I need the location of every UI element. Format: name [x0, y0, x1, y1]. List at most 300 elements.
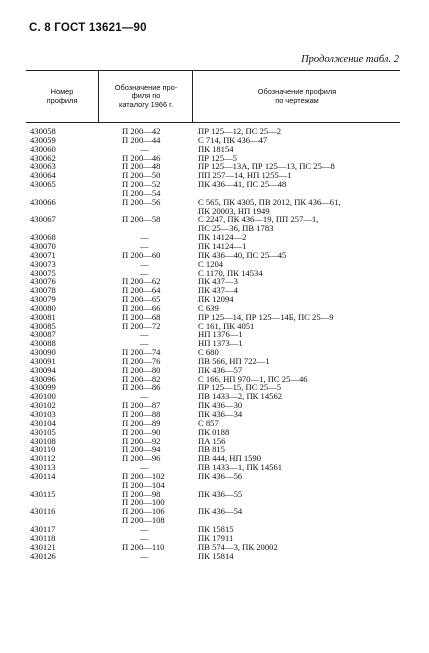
drawing-designation-cell — [192, 313, 400, 322]
drawing-designation-cell — [192, 322, 400, 331]
catalog-1966-cell — [98, 543, 192, 552]
profile-number-cell-line: 430063 — [30, 162, 56, 172]
table-row — [26, 507, 400, 525]
profile-number-cell — [26, 392, 98, 401]
page-header: С. 8 ГОСТ 13621—90 — [29, 22, 147, 34]
profile-number-cell — [26, 154, 98, 163]
catalog-1966-cell — [98, 277, 192, 286]
catalog-1966-cell — [98, 552, 192, 561]
catalog-1966-cell — [98, 304, 192, 313]
drawing-designation-cell — [192, 543, 400, 552]
catalog-1966-cell-line: П 200—88 — [122, 410, 161, 419]
drawing-designation-cell-line: ПК 18154 — [198, 144, 234, 154]
catalog-1966-cell — [98, 313, 192, 322]
drawing-designation-cell — [192, 375, 400, 384]
drawing-designation-cell-line: ПК 0188 — [198, 427, 230, 437]
profile-number-cell-line: 430081 — [30, 312, 56, 322]
table-row — [26, 286, 400, 295]
table-continuation-caption: Продолжение табл. 2 — [301, 54, 399, 65]
table-body — [26, 123, 400, 560]
profile-number-cell — [26, 366, 98, 375]
table-row — [26, 171, 400, 180]
profile-number-cell — [26, 445, 98, 454]
drawing-designation-cell-line: ПК 436—40, ПС 25—45 — [198, 250, 287, 260]
table-row — [26, 162, 400, 171]
catalog-1966-cell-line: П 200—60 — [122, 250, 161, 260]
drawing-designation-cell — [192, 534, 400, 543]
catalog-1966-cell-line: П 200—65 — [122, 295, 161, 304]
table-row — [26, 375, 400, 384]
table-row — [26, 490, 400, 508]
profile-number-cell-line: 430113 — [30, 463, 56, 472]
table-row — [26, 543, 400, 552]
profile-number-cell — [26, 242, 98, 251]
profile-number-cell-line: 430068 — [30, 233, 56, 242]
drawing-designation-cell-line: С 161, ПК 4051 — [198, 321, 255, 331]
table-row — [26, 180, 400, 198]
drawing-designation-cell — [192, 260, 400, 269]
profile-number-cell — [26, 534, 98, 543]
catalog-1966-cell-line: П 200—86 — [122, 383, 161, 393]
profile-number-cell — [26, 525, 98, 534]
profile-number-cell — [26, 304, 98, 313]
catalog-1966-cell-line: П 200—48 — [122, 162, 161, 172]
profile-number-cell-line: 430091 — [30, 356, 56, 366]
profile-number-cell-line: 430059 — [30, 135, 56, 145]
drawing-designation-cell — [192, 180, 400, 198]
profile-number-cell-line: 430076 — [30, 277, 56, 287]
profile-number-cell-line: 430075 — [30, 268, 56, 278]
drawing-designation-cell — [192, 304, 400, 313]
drawing-designation-cell — [192, 198, 400, 216]
catalog-1966-cell — [98, 472, 192, 490]
profile-number-cell — [26, 454, 98, 463]
table-row — [26, 313, 400, 322]
profile-number-cell-line: 430110 — [30, 445, 56, 455]
drawing-designation-cell — [192, 277, 400, 286]
drawing-designation-cell-line: НП 1376—1 — [198, 330, 243, 340]
catalog-1966-cell-line: — — [140, 144, 149, 154]
catalog-1966-cell — [98, 463, 192, 472]
catalog-1966-cell-line: П 200—102 — [122, 471, 165, 481]
profile-number-cell-line: 430062 — [30, 153, 56, 163]
catalog-1966-cell-line: П 200—110 — [122, 542, 165, 552]
catalog-1966-cell-line: — — [140, 339, 149, 349]
profile-number-cell-line: 430071 — [30, 250, 56, 260]
drawing-designation-cell-line: ПК 436—41, ПС 25—48 — [198, 180, 287, 189]
drawing-designation-cell-line: С 714, ПК 436—47 — [198, 135, 268, 145]
profile-number-cell — [26, 339, 98, 348]
profile-number-cell — [26, 145, 98, 154]
drawing-designation-cell — [192, 171, 400, 180]
table-row — [26, 198, 400, 216]
drawing-designation-cell — [192, 127, 400, 136]
profile-number-cell — [26, 136, 98, 145]
catalog-1966-cell-line: П 200—44 — [122, 135, 161, 145]
catalog-1966-cell — [98, 330, 192, 339]
profile-number-cell-line: 430073 — [30, 259, 56, 269]
drawing-designation-cell — [192, 330, 400, 339]
drawing-designation-cell — [192, 145, 400, 154]
table-row — [26, 357, 400, 366]
profile-number-cell — [26, 233, 98, 242]
drawing-designation-cell-line: ПК 15814 — [198, 551, 234, 561]
catalog-1966-cell — [98, 136, 192, 145]
drawing-designation-cell — [192, 154, 400, 163]
profile-number-cell-line: 430100 — [30, 392, 56, 402]
profile-number-cell-line: 430070 — [30, 241, 56, 251]
profile-number-cell — [26, 180, 98, 198]
catalog-1966-cell-line: П 200—74 — [122, 348, 161, 357]
drawing-designation-cell-line: ПП 257—14, НП 1255—1 — [198, 171, 292, 181]
profile-number-cell-line: 430102 — [30, 401, 56, 410]
table-row — [26, 136, 400, 145]
catalog-1966-cell — [98, 295, 192, 304]
table-row — [26, 445, 400, 454]
catalog-1966-cell — [98, 419, 192, 428]
drawing-designation-cell — [192, 437, 400, 446]
catalog-1966-cell-line: П 200—68 — [122, 312, 161, 322]
catalog-1966-cell-line: П 200—82 — [122, 374, 161, 384]
catalog-1966-cell-line: — — [140, 259, 149, 269]
table-row — [26, 525, 400, 534]
table-row — [26, 233, 400, 242]
drawing-designation-cell-line: С 166, НП 970—1, ПС 25—46 — [198, 374, 308, 384]
profile-number-cell-line: 430065 — [30, 180, 56, 189]
drawing-designation-cell-line: ПР 125—5 — [198, 153, 237, 163]
drawing-designation-cell — [192, 463, 400, 472]
catalog-1966-cell — [98, 525, 192, 534]
drawing-designation-cell — [192, 401, 400, 410]
table-row — [26, 472, 400, 490]
table-row — [26, 251, 400, 260]
catalog-1966-cell-line: П 200—100 — [122, 498, 165, 508]
profile-number-cell-line: 430118 — [30, 533, 56, 543]
drawing-designation-cell-line: ПК 436—56 — [198, 471, 243, 481]
drawing-designation-cell-line: ПР 125—13А, ПР 125—13, ПС 25—8 — [198, 162, 335, 172]
catalog-1966-cell — [98, 392, 192, 401]
catalog-1966-cell-line: П 200—80 — [122, 365, 161, 375]
catalog-1966-cell-line: П 200—66 — [122, 303, 161, 313]
catalog-1966-cell — [98, 428, 192, 437]
catalog-1966-cell — [98, 339, 192, 348]
profile-number-cell-line: 430058 — [30, 127, 56, 136]
catalog-1966-cell — [98, 322, 192, 331]
profile-number-cell — [26, 127, 98, 136]
catalog-1966-cell-line: П 200—104 — [122, 480, 165, 490]
profile-number-cell-line: 430085 — [30, 321, 56, 331]
profile-number-cell — [26, 162, 98, 171]
table-row — [26, 215, 400, 233]
catalog-1966-cell — [98, 383, 192, 392]
drawing-designation-cell — [192, 383, 400, 392]
catalog-1966-cell — [98, 401, 192, 410]
drawing-designation-cell-line: С 1204 — [198, 259, 224, 269]
profile-number-cell-line: 430096 — [30, 374, 56, 384]
catalog-1966-cell — [98, 507, 192, 525]
profile-number-cell — [26, 322, 98, 331]
drawing-designation-cell — [192, 162, 400, 171]
catalog-1966-cell — [98, 269, 192, 278]
table-row — [26, 145, 400, 154]
drawing-designation-cell-line: ПР 125—12, ПС 25—2 — [198, 127, 282, 136]
table-row — [26, 348, 400, 357]
profile-number-cell-line: 430067 — [30, 215, 56, 225]
catalog-1966-cell-line: П 200—50 — [122, 171, 161, 181]
table-row — [26, 366, 400, 375]
profile-number-cell — [26, 472, 98, 490]
drawing-designation-cell — [192, 233, 400, 242]
drawing-designation-cell-line: С 2247, ПК 436—19, ПП 257—1, — [198, 215, 319, 225]
catalog-1966-cell — [98, 215, 192, 233]
table-row — [26, 304, 400, 313]
drawing-designation-cell-line: ПК 14124—2 — [198, 233, 247, 242]
profile-number-cell — [26, 171, 98, 180]
profile-number-cell-line: 430087 — [30, 330, 56, 340]
drawing-designation-cell — [192, 419, 400, 428]
profile-number-cell-line: 430114 — [30, 471, 56, 481]
drawing-designation-cell-line: ПК 436—54 — [198, 507, 243, 517]
table-row — [26, 428, 400, 437]
drawing-designation-cell-line: ПК 17911 — [198, 533, 234, 543]
catalog-1966-cell — [98, 145, 192, 154]
drawing-designation-cell-line: ПС 25—36, ПВ 1783 — [198, 224, 274, 234]
profile-number-cell — [26, 375, 98, 384]
drawing-designation-cell-line: ПК 14124—1 — [198, 241, 247, 251]
profile-number-cell — [26, 251, 98, 260]
catalog-1966-cell — [98, 375, 192, 384]
drawing-designation-cell — [192, 269, 400, 278]
profile-number-cell-line: 430099 — [30, 383, 56, 393]
drawing-designation-cell — [192, 428, 400, 437]
table-row — [26, 437, 400, 446]
drawing-designation-cell — [192, 136, 400, 145]
drawing-designation-cell — [192, 251, 400, 260]
table-row — [26, 154, 400, 163]
drawing-designation-cell — [192, 392, 400, 401]
table-row — [26, 392, 400, 401]
drawing-designation-cell — [192, 339, 400, 348]
profile-number-cell-line: 430121 — [30, 542, 56, 552]
profile-number-cell — [26, 543, 98, 552]
drawing-designation-cell-line: С 565, ПК 4305, ПВ 2012, ПК 436—61, — [198, 197, 341, 207]
drawing-designation-cell-line: ПВ 815 — [198, 445, 225, 455]
drawing-designation-cell-line: С 680 — [198, 348, 219, 357]
drawing-designation-cell-line: С 639 — [198, 303, 219, 313]
column-header-drawing-designation: Обозначение профиля по чертежам — [192, 71, 401, 122]
drawing-designation-cell-line: ПВ 1433—2, ПК 14562 — [198, 392, 283, 402]
drawing-designation-cell — [192, 552, 400, 561]
drawing-designation-cell-line: ПК 436—55 — [198, 489, 243, 499]
profile-number-cell — [26, 463, 98, 472]
drawing-designation-cell-line: ПВ 566, НП 722—1 — [198, 356, 270, 366]
catalog-1966-cell — [98, 490, 192, 508]
catalog-1966-cell-line: П 200—76 — [122, 356, 161, 366]
drawing-designation-cell-line: ПК 436—30 — [198, 401, 243, 410]
catalog-1966-cell — [98, 127, 192, 136]
catalog-1966-cell — [98, 534, 192, 543]
catalog-1966-cell — [98, 251, 192, 260]
catalog-1966-cell — [98, 445, 192, 454]
table-row — [26, 454, 400, 463]
catalog-1966-cell-line: П 200—96 — [122, 454, 161, 464]
catalog-1966-cell — [98, 454, 192, 463]
profile-number-cell — [26, 410, 98, 419]
catalog-1966-cell-line: — — [140, 330, 149, 340]
catalog-1966-cell — [98, 180, 192, 198]
catalog-1966-cell-line: — — [140, 233, 149, 242]
table-row — [26, 242, 400, 251]
catalog-1966-cell — [98, 357, 192, 366]
catalog-1966-cell-line: — — [140, 551, 149, 561]
catalog-1966-cell — [98, 348, 192, 357]
drawing-designation-cell — [192, 445, 400, 454]
catalog-1966-cell-line: — — [140, 524, 149, 534]
table-row — [26, 552, 400, 561]
profile-number-cell — [26, 269, 98, 278]
profile-number-cell-line: 430108 — [30, 436, 56, 446]
catalog-1966-cell-line: П 200—92 — [122, 436, 161, 446]
profile-number-cell — [26, 401, 98, 410]
profile-number-cell-line: 430060 — [30, 144, 56, 154]
drawing-designation-cell-line: ПР 125—14, ПР 125—14Б, ПС 25—9 — [198, 312, 334, 322]
drawing-designation-cell-line: С 857 — [198, 418, 219, 428]
drawing-designation-cell — [192, 295, 400, 304]
drawing-designation-cell-line: ПК 20003, НП 1949 — [198, 206, 270, 216]
catalog-1966-cell-line: П 200—64 — [122, 286, 161, 296]
profile-number-cell — [26, 286, 98, 295]
drawing-designation-cell — [192, 286, 400, 295]
catalog-1966-cell — [98, 410, 192, 419]
table-row — [26, 419, 400, 428]
table-row — [26, 295, 400, 304]
catalog-1966-cell — [98, 242, 192, 251]
catalog-1966-cell-line: — — [140, 241, 149, 251]
catalog-1966-cell-line: П 200—90 — [122, 427, 161, 437]
table-row — [26, 277, 400, 286]
profile-number-cell-line: 430080 — [30, 303, 56, 313]
catalog-1966-cell-line: П 200—62 — [122, 277, 161, 287]
table-row — [26, 260, 400, 269]
profile-number-cell — [26, 507, 98, 525]
profile-number-cell — [26, 437, 98, 446]
catalog-1966-cell-line: — — [140, 533, 149, 543]
catalog-1966-cell-line: — — [140, 463, 149, 472]
drawing-designation-cell — [192, 507, 400, 525]
profile-number-cell — [26, 215, 98, 233]
catalog-1966-cell — [98, 366, 192, 375]
table-row — [26, 339, 400, 348]
table-row — [26, 463, 400, 472]
table-row — [26, 330, 400, 339]
table-row — [26, 401, 400, 410]
drawing-designation-cell-line: ПР 125—15, ПС 25—5 — [198, 383, 282, 393]
drawing-designation-cell-line: НП 1373—1 — [198, 339, 243, 349]
profile-number-cell — [26, 260, 98, 269]
profile-number-cell-line: 430103 — [30, 410, 56, 419]
profile-number-cell-line: 430064 — [30, 171, 56, 181]
table-header — [26, 71, 400, 123]
catalog-1966-cell-line: П 200—108 — [122, 516, 165, 525]
profile-number-cell-line: 430105 — [30, 427, 56, 437]
drawing-designation-cell-line: ПК 436—57 — [198, 365, 243, 375]
profile-number-cell-line: 430094 — [30, 365, 56, 375]
catalog-1966-cell-line: П 200—87 — [122, 401, 161, 410]
drawing-designation-cell — [192, 357, 400, 366]
drawing-designation-cell — [192, 490, 400, 508]
drawing-designation-cell-line: С 1170, ПК 14534 — [198, 268, 263, 278]
catalog-1966-cell-line: П 200—94 — [122, 445, 161, 455]
profile-number-cell — [26, 428, 98, 437]
catalog-1966-cell — [98, 260, 192, 269]
profile-number-cell — [26, 357, 98, 366]
profile-number-cell-line: 430126 — [30, 551, 56, 561]
profile-number-cell — [26, 490, 98, 508]
catalog-1966-cell — [98, 171, 192, 180]
drawing-designation-cell — [192, 525, 400, 534]
profiles-table — [26, 70, 400, 560]
drawing-designation-cell — [192, 366, 400, 375]
catalog-1966-cell-line: — — [140, 268, 149, 278]
profile-number-cell — [26, 383, 98, 392]
profile-number-cell-line: 430116 — [30, 507, 56, 517]
profile-number-cell-line: 430115 — [30, 489, 56, 499]
profile-number-cell-line: 430112 — [30, 454, 56, 464]
catalog-1966-cell — [98, 233, 192, 242]
table-row — [26, 269, 400, 278]
catalog-1966-cell — [98, 286, 192, 295]
drawing-designation-cell-line: ПК 12094 — [198, 295, 234, 304]
drawing-designation-cell-line: ПА 156 — [198, 436, 226, 446]
drawing-designation-cell-line: ПВ 1433—1, ПК 14561 — [198, 463, 283, 472]
drawing-designation-cell — [192, 410, 400, 419]
catalog-1966-cell — [98, 198, 192, 216]
drawing-designation-cell-line: ПК 436—34 — [198, 410, 243, 419]
drawing-designation-cell-line: ПК 15815 — [198, 524, 234, 534]
catalog-1966-cell-line: П 200—52 — [122, 180, 161, 189]
profile-number-cell-line: 430090 — [30, 348, 56, 357]
profile-number-cell — [26, 419, 98, 428]
table-row — [26, 127, 400, 136]
drawing-designation-cell — [192, 472, 400, 490]
profile-number-cell — [26, 348, 98, 357]
table-row — [26, 534, 400, 543]
catalog-1966-cell — [98, 437, 192, 446]
column-header-profile-number: Номер профиля — [46, 86, 78, 105]
catalog-1966-cell-line: П 200—46 — [122, 153, 161, 163]
catalog-1966-cell-line: П 200—106 — [122, 507, 165, 517]
catalog-1966-cell-line: П 200—56 — [122, 197, 161, 207]
catalog-1966-cell — [98, 162, 192, 171]
drawing-designation-cell-line: ПВ 444, НП 1590 — [198, 454, 262, 464]
table-row — [26, 410, 400, 419]
table-row — [26, 322, 400, 331]
catalog-1966-cell — [98, 154, 192, 163]
profile-number-cell — [26, 295, 98, 304]
profile-number-cell — [26, 313, 98, 322]
drawing-designation-cell — [192, 242, 400, 251]
column-header-catalog-1966: Обозначение про- филя по каталогу 1966 г. — [98, 71, 193, 122]
profile-number-cell-line: 430066 — [30, 197, 56, 207]
catalog-1966-cell-line: П 200—72 — [122, 321, 161, 331]
drawing-designation-cell-line: ПК 437—3 — [198, 277, 238, 287]
catalog-1966-cell-line: — — [140, 392, 149, 402]
drawing-designation-cell — [192, 348, 400, 357]
profile-number-cell-line: 430104 — [30, 418, 56, 428]
drawing-designation-cell — [192, 215, 400, 233]
profile-number-cell — [26, 330, 98, 339]
profile-number-cell — [26, 198, 98, 216]
